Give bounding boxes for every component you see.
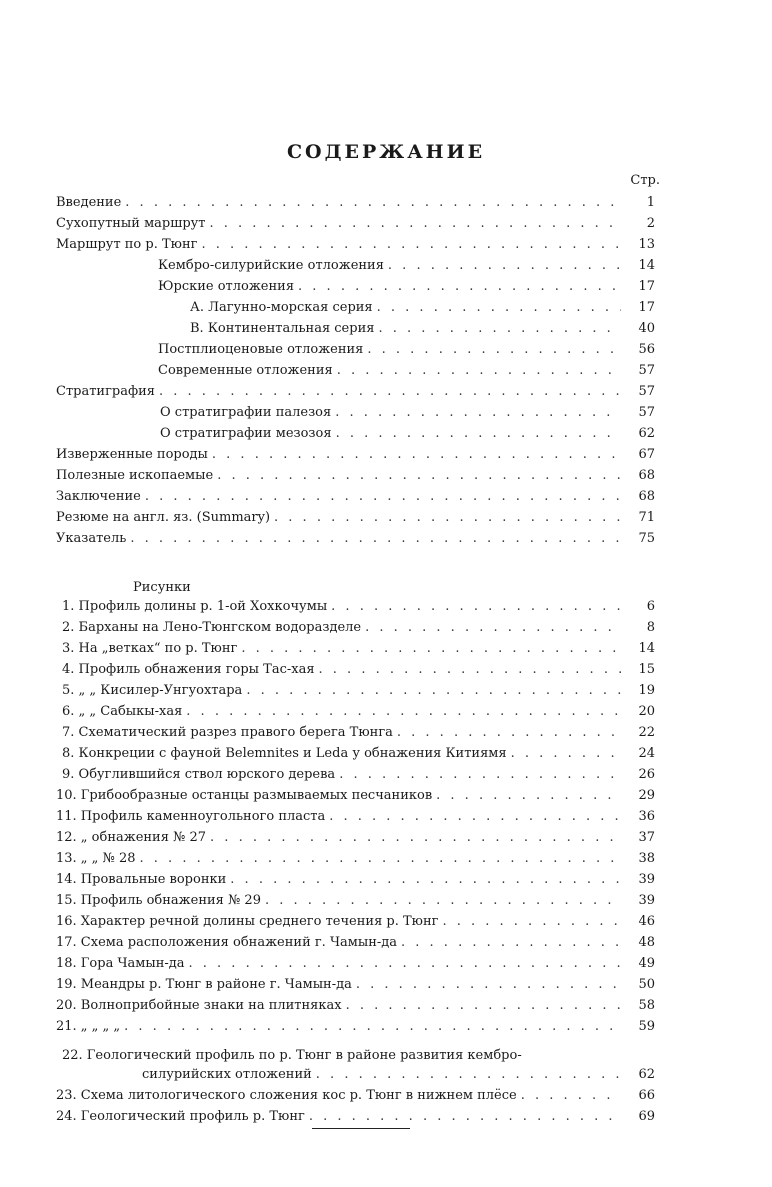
page-number: 37 <box>638 830 655 845</box>
toc-entry <box>56 211 655 232</box>
toc-entry-title: Изверженные породы <box>56 447 208 462</box>
page-number: 24 <box>638 746 655 761</box>
page-number: 14 <box>638 641 655 656</box>
leader-dots <box>377 300 621 316</box>
toc-entry-title: Юрские отложения <box>158 279 295 294</box>
toc-entry <box>56 379 655 400</box>
figure-entry-title: 18. Гора Чамын-да <box>56 956 185 971</box>
leader-dots <box>401 935 621 951</box>
figure-22-line-1: 22. Геологический профиль по р. Тюнг в районе развития кембро- <box>62 1048 522 1063</box>
toc-entry <box>56 463 655 484</box>
page-number: 39 <box>638 872 655 887</box>
leader-dots <box>436 788 621 804</box>
leader-dots <box>378 321 621 337</box>
figure-entry <box>62 741 655 762</box>
toc-entry-title: Постплиоценовые отложения <box>158 342 364 357</box>
page-title: СОДЕРЖАНИЕ <box>286 141 486 163</box>
toc-entry <box>190 295 655 316</box>
page-number: 66 <box>638 1088 655 1103</box>
toc-entry-title: Кембро-силурийские отложения <box>158 258 384 273</box>
figure-entry <box>56 972 655 993</box>
leader-dots <box>145 489 621 505</box>
figure-entry-title: 12. „ обнажения № 27 <box>56 830 207 845</box>
leader-dots <box>210 216 622 232</box>
page-number: 57 <box>638 405 655 420</box>
figure-entry <box>56 867 655 888</box>
leader-dots <box>397 725 621 741</box>
toc-entry-title: Стратиграфия <box>56 384 155 399</box>
leader-dots <box>265 893 621 909</box>
toc-entry-title: О стратиграфии мезозоя <box>160 426 332 441</box>
figure-entry <box>56 909 655 930</box>
page-number: 36 <box>638 809 655 824</box>
leader-dots <box>298 279 621 295</box>
toc-entry-title: А. Лагунно-морская серия <box>190 300 373 315</box>
page-number: 13 <box>638 237 655 252</box>
page-number: 17 <box>638 279 655 294</box>
page-number: 8 <box>646 620 655 635</box>
toc-entry <box>158 358 655 379</box>
leader-dots <box>309 1109 621 1125</box>
leader-dots <box>217 468 621 484</box>
page-column-header: Стр. <box>630 173 660 188</box>
figure-entry-title: 24. Геологический профиль р. Тюнг <box>56 1109 305 1124</box>
toc-entry <box>160 421 655 442</box>
leader-dots <box>212 447 621 463</box>
leader-dots <box>140 851 621 867</box>
toc-entry <box>56 232 655 253</box>
figure-entry-title: 23. Схема литологического сложения кос р. Тюнг в нижнем плёсе <box>56 1088 517 1103</box>
page-number: 62 <box>638 1067 655 1082</box>
toc-entry <box>160 400 655 421</box>
leader-dots <box>511 746 621 762</box>
leader-dots <box>124 1019 621 1035</box>
page-number: 26 <box>638 767 655 782</box>
toc-entry-title: Маршрут по р. Тюнг <box>56 237 198 252</box>
figure-entry <box>62 636 655 657</box>
page-number: 1 <box>646 195 655 210</box>
leader-dots <box>339 767 621 783</box>
leader-dots <box>210 830 621 846</box>
toc-entry <box>56 190 655 211</box>
figure-entry <box>62 762 655 783</box>
toc-entry <box>190 316 655 337</box>
leader-dots <box>316 1067 621 1083</box>
figures-heading: Рисунки <box>133 580 191 595</box>
figure-entry-title: 20. Волноприбойные знаки на плитняках <box>56 998 342 1013</box>
page-number: 49 <box>638 956 655 971</box>
page-number: 69 <box>638 1109 655 1124</box>
leader-dots <box>159 384 621 400</box>
page-number: 14 <box>638 258 655 273</box>
page-number: 46 <box>638 914 655 929</box>
leader-dots <box>346 998 621 1014</box>
figure-entry-title: 11. Профиль каменноугольного пласта <box>56 809 326 824</box>
figure-entry <box>56 930 655 951</box>
figure-entry <box>62 720 655 741</box>
figure-entry-title: 10. Грибообразные останцы размываемых песчаников <box>56 788 433 803</box>
page-number: 59 <box>638 1019 655 1034</box>
figure-entry <box>56 951 655 972</box>
leader-dots <box>201 237 621 253</box>
page-number: 57 <box>638 384 655 399</box>
page-number: 15 <box>638 662 655 677</box>
figure-entry <box>62 594 655 615</box>
toc-entry <box>56 505 655 526</box>
figure-entry <box>56 1014 655 1035</box>
figure-entry-title: 13. „ „ № 28 <box>56 851 136 866</box>
figure-entry-title: 2. Барханы на Лено-Тюнгском водоразделе <box>62 620 362 635</box>
page-number: 62 <box>638 426 655 441</box>
figure-entry-title: 21. „ „ „ „ <box>56 1019 121 1034</box>
toc-entry <box>158 253 655 274</box>
figure-entry <box>56 1083 655 1104</box>
figure-entry <box>56 825 655 846</box>
toc-entry <box>56 526 655 547</box>
toc-entry-title: Сухопутный маршрут <box>56 216 206 231</box>
toc-entry <box>158 337 655 358</box>
page-number: 6 <box>646 599 655 614</box>
page-number: 39 <box>638 893 655 908</box>
toc-entry-title: О стратиграфии палезоя <box>160 405 332 420</box>
leader-dots <box>186 704 621 720</box>
toc-entry-title: Введение <box>56 195 122 210</box>
figure-entry <box>56 846 655 867</box>
figure-entry <box>62 678 655 699</box>
page-number: 58 <box>638 998 655 1013</box>
page-number: 2 <box>646 216 655 231</box>
page-number: 71 <box>638 510 655 525</box>
page-number: 20 <box>638 704 655 719</box>
figure-22-line-2: силурийских отложений <box>142 1067 312 1082</box>
leader-dots <box>337 363 621 379</box>
toc-entry <box>56 442 655 463</box>
leader-dots <box>241 641 621 657</box>
leader-dots <box>356 977 621 993</box>
figure-entry-title: 15. Профиль обнажения № 29 <box>56 893 261 908</box>
figure-entry-title: 6. „ „ Сабыкы-хая <box>62 704 183 719</box>
figure-entry-title: 3. На „ветках“ по р. Тюнг <box>62 641 238 656</box>
figure-entry-title: 7. Схематический разрез правого берега Тюнга <box>62 725 393 740</box>
closing-rule <box>312 1128 410 1129</box>
page-number: 57 <box>638 363 655 378</box>
page-number: 40 <box>638 321 655 336</box>
toc-entry-title: Указатель <box>56 531 127 546</box>
figure-entry-title: 9. Обуглившийся ствол юрского дерева <box>62 767 336 782</box>
toc-entry <box>158 274 655 295</box>
leader-dots <box>230 872 621 888</box>
page-number: 56 <box>638 342 655 357</box>
leader-dots <box>388 258 621 274</box>
leader-dots <box>442 914 621 930</box>
leader-dots <box>331 599 621 615</box>
leader-dots <box>521 1088 621 1104</box>
figure-entry <box>56 888 655 909</box>
leader-dots <box>125 195 621 211</box>
leader-dots <box>336 426 621 442</box>
figure-entry-title: 8. Конкреции с фауной Belemnites и Leda у обнажения Китиямя <box>62 746 507 761</box>
page-number: 29 <box>638 788 655 803</box>
leader-dots <box>329 809 621 825</box>
figure-entry <box>62 615 655 636</box>
leader-dots <box>365 620 621 636</box>
figure-entry-title: 17. Схема расположения обнажений г. Чамын-да <box>56 935 398 950</box>
figure-entry-title: 14. Провальные воронки <box>56 872 227 887</box>
page-number: 17 <box>638 300 655 315</box>
leader-dots <box>319 662 621 678</box>
figure-22-line-2-row <box>142 1062 655 1083</box>
figure-entry <box>56 993 655 1014</box>
page-number: 19 <box>638 683 655 698</box>
page-number: 75 <box>638 531 655 546</box>
toc-entry-title: Полезные ископаемые <box>56 468 214 483</box>
leader-dots <box>246 683 621 699</box>
figure-entry-title: 4. Профиль обнажения горы Тас-хая <box>62 662 315 677</box>
figure-entry <box>56 1104 655 1125</box>
leader-dots <box>189 956 621 972</box>
page-number: 68 <box>638 489 655 504</box>
toc-entry-title: Заключение <box>56 489 141 504</box>
leader-dots <box>335 405 621 421</box>
toc-entry-title: В. Континентальная серия <box>190 321 375 336</box>
toc-entry-title: Современные отложения <box>158 363 333 378</box>
figure-entry <box>62 657 655 678</box>
figure-entry-title: 16. Характер речной долины среднего течения р. Тюнг <box>56 914 439 929</box>
toc-entry <box>56 484 655 505</box>
figure-entry <box>56 804 655 825</box>
page-number: 67 <box>638 447 655 462</box>
page-number: 50 <box>638 977 655 992</box>
page-number: 38 <box>638 851 655 866</box>
page-number: 68 <box>638 468 655 483</box>
page-number: 22 <box>638 725 655 740</box>
figure-entry <box>56 783 655 804</box>
page-number: 48 <box>638 935 655 950</box>
figure-entry-title: 5. „ „ Кисилер-Унгуохтара <box>62 683 243 698</box>
toc-entry-title: Резюме на англ. яз. (Summary) <box>56 510 271 525</box>
figure-entry <box>62 699 655 720</box>
leader-dots <box>274 510 621 526</box>
figure-entry-title: 19. Меандры р. Тюнг в районе г. Чамын-да <box>56 977 352 992</box>
leader-dots <box>130 531 621 547</box>
figure-entry-title: 1. Профиль долины р. 1-ой Хохкочумы <box>62 599 328 614</box>
leader-dots <box>367 342 621 358</box>
